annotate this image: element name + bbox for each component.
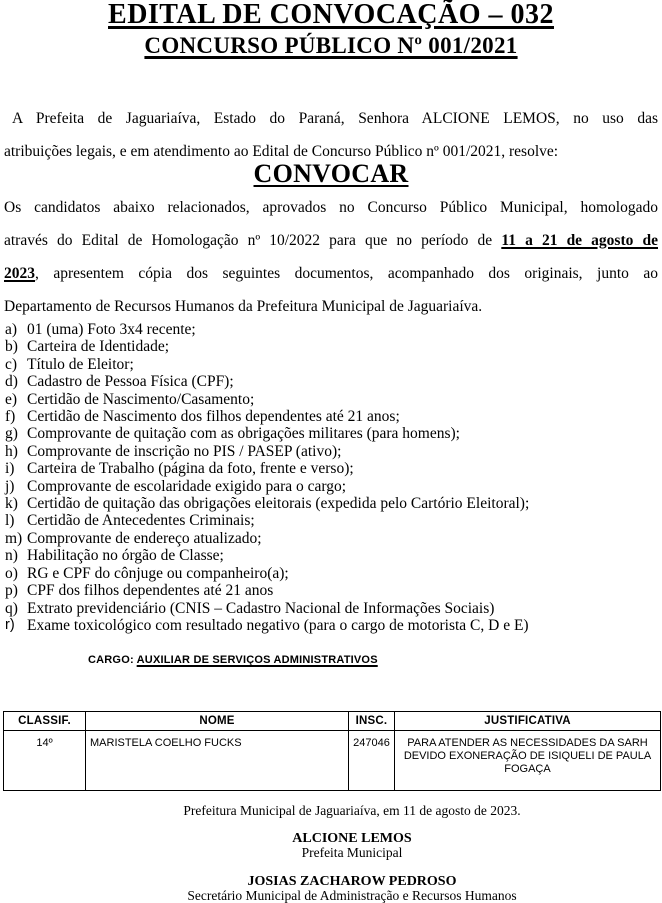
signature-name: ALCIONE LEMOS: [292, 831, 412, 847]
list-item-marker: p): [5, 582, 18, 600]
list-item-marker: m): [5, 529, 23, 547]
list-item: [4, 600, 658, 617]
list-item: [4, 408, 658, 425]
cell-justificativa: PARA ATENDER AS NECESSIDADES DA SARH DEVIDO EXONERAÇÃO DE ISIQUELI DE PAULA FOGAÇA: [395, 731, 661, 791]
document-subtitle-text: CONCURSO PÚBLICO Nº 001/2021: [144, 33, 518, 58]
list-item-marker: l): [5, 512, 15, 530]
list-item-text: Habilitação no órgão de Classe;: [27, 547, 224, 565]
convocation-period-emphasis: 11 a 21 de agosto de: [501, 232, 658, 249]
list-item-marker: c): [5, 355, 18, 373]
document-title-text: EDITAL DE CONVOCAÇÃO – 032: [108, 0, 554, 30]
table-header-row: [4, 712, 661, 731]
list-item-text: RG e CPF do cônjuge ou companheiro(a);: [27, 564, 289, 582]
convocation-line-3: [4, 257, 658, 290]
footer: [46, 804, 658, 902]
list-item-text: Certidão de Nascimento/Casamento;: [27, 390, 255, 408]
table-header-insc: INSC.: [349, 712, 395, 731]
list-item-text: Carteira de Trabalho (página da foto, frente e verso);: [27, 460, 354, 478]
list-item-marker: b): [5, 338, 18, 356]
convocation-line-3-text: , apresentem cópia dos seguintes documentos, acompanhado dos originais, junto ao: [35, 265, 658, 282]
cell-insc: 247046: [349, 731, 395, 791]
convocation-line-1: Os candidatos abaixo relacionados, aprovados no Concurso Público Municipal, homologado: [4, 199, 658, 216]
signature-role: Prefeita Municipal: [301, 845, 403, 861]
list-item: [4, 356, 658, 373]
list-item: [4, 373, 658, 390]
cell-nome: MARISTELA COELHO FUCKS: [86, 731, 349, 791]
list-item-text: Comprovante de inscrição no PIS / PASEP (ativo);: [27, 442, 342, 460]
list-item-marker: i): [5, 460, 15, 478]
cell-classif: 14º: [4, 731, 86, 791]
list-item: [4, 425, 658, 442]
list-item: [4, 582, 658, 599]
intro-line-1: A Prefeita de Jaguariaíva, Estado do Paraná, Senhora ALCIONE LEMOS, no uso das: [12, 110, 658, 127]
list-item-text: Exame toxicológico com resultado negativo (para o cargo de motorista C, D e E): [27, 616, 529, 634]
list-item-text: 01 (uma) Foto 3x4 recente;: [27, 321, 196, 338]
list-item-marker: k): [5, 495, 18, 513]
cargo-line: [88, 653, 658, 667]
signature-block-secretario: [46, 875, 658, 903]
list-item: [4, 530, 658, 547]
document-subtitle: [4, 33, 658, 59]
list-item: [4, 565, 658, 582]
convocation-line-2-text: através do Edital de Homologação nº 10/2022 para que no período de: [4, 232, 502, 249]
convocation-paragraph: [4, 191, 658, 323]
table-header-classif: CLASSIF.: [4, 712, 86, 731]
list-item-marker: h): [5, 442, 18, 460]
list-item-marker: o): [5, 564, 18, 582]
list-item-text: Carteira de Identidade;: [27, 338, 170, 356]
list-item-marker: j): [5, 477, 15, 495]
list-item: [4, 321, 658, 338]
list-item-marker: d): [5, 373, 18, 391]
list-item-text: CPF dos filhos dependentes até 21 anos: [27, 582, 274, 600]
list-item: [4, 495, 658, 512]
candidates-table: [3, 711, 661, 791]
list-item-text: Certidão de Antecedentes Criminais;: [27, 512, 255, 530]
list-item-marker: a): [5, 321, 18, 338]
table-header-nome: NOME: [86, 712, 349, 731]
convocation-year-emphasis: 2023: [4, 265, 35, 282]
signature-role: Secretário Municipal de Administração e Recursos Humanos: [187, 887, 517, 903]
cargo-label: CARGO:: [88, 654, 137, 667]
list-item: [4, 391, 658, 408]
signature-name: JOSIAS ZACHAROW PEDROSO: [247, 873, 457, 889]
cargo-value: AUXILIAR DE SERVIÇOS ADMINISTRATIVOS: [136, 654, 378, 667]
table-row: [4, 731, 661, 791]
list-item: [4, 338, 658, 355]
list-item-text: Comprovante de quitação com as obrigações militares (para homens);: [27, 425, 460, 443]
list-item-text: Título de Eleitor;: [27, 355, 134, 373]
documents-list: [4, 321, 658, 634]
list-item-marker: e): [5, 390, 18, 408]
date-line: Prefeitura Municipal de Jaguariaíva, em 11 de agosto de 2023.: [183, 803, 521, 819]
convocar-heading-text: CONVOCAR: [253, 159, 409, 188]
list-item-marker: n): [5, 547, 18, 565]
list-item: [4, 617, 658, 634]
list-item: [4, 443, 658, 460]
convocation-line-4: Departamento de Recursos Humanos da Prefeitura Municipal de Jaguariaíva.: [4, 298, 483, 315]
list-item-text: Cadastro de Pessoa Física (CPF);: [27, 373, 234, 391]
list-item-text: Comprovante de escolaridade exigido para o cargo;: [27, 477, 347, 495]
list-item: [4, 512, 658, 529]
list-item: [4, 460, 658, 477]
list-item: [4, 478, 658, 495]
list-item-text: Extrato previdenciário (CNIS – Cadastro Nacional de Informações Sociais): [27, 599, 495, 617]
list-item-text: Certidão de Nascimento dos filhos dependentes até 21 anos;: [27, 408, 400, 426]
list-item-marker: f): [5, 408, 16, 426]
list-item-marker: q): [5, 599, 18, 617]
list-item-marker: g): [5, 425, 18, 443]
document-title: [4, 2, 658, 28]
table-header-justificativa: JUSTIFICATIVA: [395, 712, 661, 731]
list-item-text: Certidão de quitação das obrigações eleitorais (expedida pelo Cartório Eleitoral);: [27, 495, 530, 513]
signature-block-prefeita: [46, 832, 658, 860]
list-item-marker: r): [5, 616, 15, 633]
intro-line-2: atribuições legais, e em atendimento ao Edital de Concurso Público nº 001/2021, resolve:: [4, 143, 559, 160]
list-item: [4, 547, 658, 564]
convocation-line-2: [4, 224, 658, 257]
list-item-text: Comprovante de endereço atualizado;: [27, 529, 262, 547]
